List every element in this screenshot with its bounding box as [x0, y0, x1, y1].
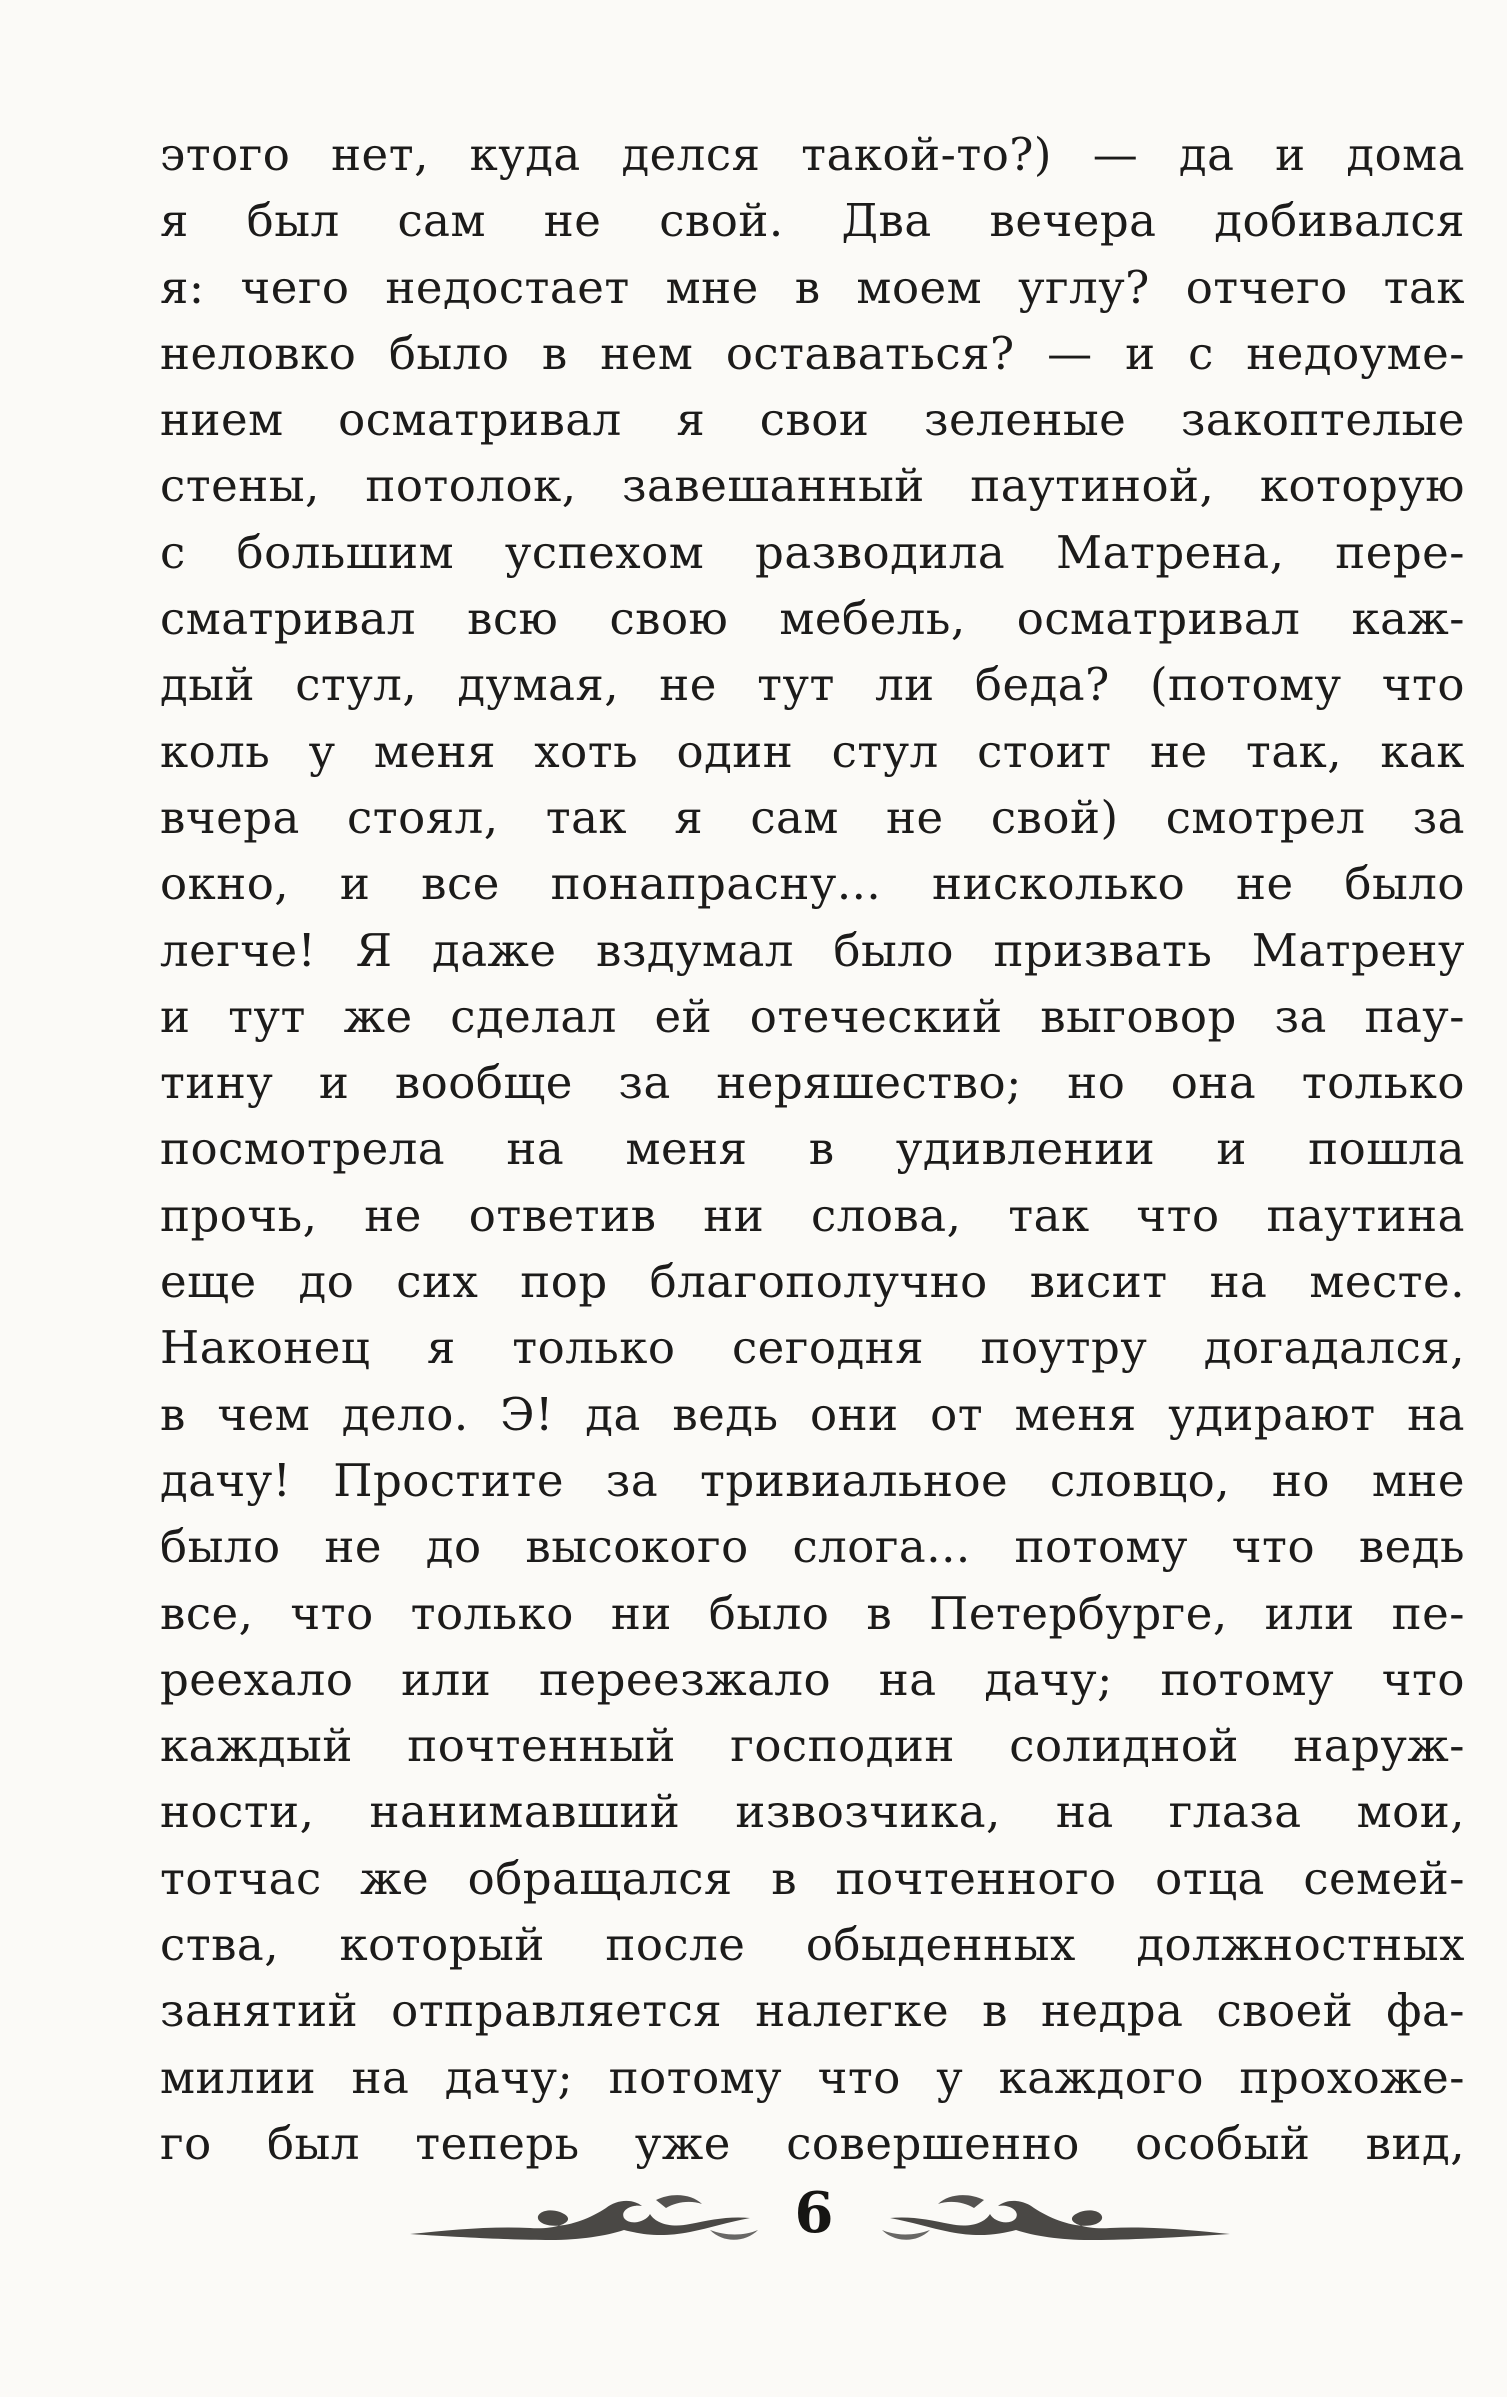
text-line: все, что только ни было в Петербурге, или пе- — [160, 1586, 1465, 1640]
text-line: ства, который после обыденных должностных — [160, 1918, 1465, 1972]
left-flourish-icon — [410, 2190, 770, 2250]
text-line: занятий отправляется налегке в недра своей фа- — [160, 1984, 1465, 2038]
text-line: еще до сих пор благополучно висит на месте. — [160, 1255, 1465, 1309]
text-line: ности, нанимавший извозчика, на глаза мои, — [160, 1785, 1465, 1839]
text-line: реехало или переезжало на дачу; потому что — [160, 1652, 1465, 1706]
text-line: стены, потолок, завешанный паутиной, которую — [160, 459, 1465, 513]
text-line: с большим успехом разводила Матрена, пере- — [160, 525, 1465, 579]
page-footer — [0, 2170, 1507, 2260]
text-line: тину и вообще за неряшество; но она только — [160, 1056, 1465, 1110]
text-line: окно, и все понапрасну... нисколько не было — [160, 857, 1465, 911]
text-line: каждый почтенный господин солидной наруж- — [160, 1719, 1465, 1773]
text-line: тотчас же обращался в почтенного отца семей- — [160, 1851, 1465, 1905]
text-line: милии на дачу; потому что у каждого прохоже- — [160, 2050, 1465, 2104]
body-text — [160, 122, 1465, 2177]
text-line: вчера стоял, так я сам не свой) смотрел за — [160, 790, 1465, 844]
text-line: дачу! Простите за тривиальное словцо, но мне — [160, 1453, 1465, 1507]
text-line: я был сам не свой. Два вечера добивался — [160, 194, 1465, 248]
page-number: 6 — [794, 2180, 834, 2246]
text-line: нием осматривал я свои зеленые закоптелые — [160, 393, 1465, 447]
text-line: я: чего недостает мне в моем углу? отчего так — [160, 260, 1465, 314]
text-line: коль у меня хоть один стул стоит не так, как — [160, 724, 1465, 778]
text-line: посмотрела на меня в удивлении и пошла — [160, 1122, 1465, 1176]
text-line: было не до высокого слога... потому что ведь — [160, 1520, 1465, 1574]
text-line: сматривал всю свою мебель, осматривал каж- — [160, 592, 1465, 646]
text-line: и тут же сделал ей отеческий выговор за пау- — [160, 989, 1465, 1043]
text-line: легче! Я даже вздумал было призвать Матрену — [160, 923, 1465, 977]
text-line: го был теперь уже совершенно особый вид, — [160, 2116, 1465, 2170]
right-flourish-icon — [870, 2190, 1230, 2250]
text-line: в чем дело. Э! да ведь они от меня удирают на — [160, 1387, 1465, 1441]
text-line: Наконец я только сегодня поутру догадался, — [160, 1321, 1465, 1375]
text-line: дый стул, думая, не тут ли беда? (потому что — [160, 658, 1465, 712]
text-line: прочь, не ответив ни слова, так что паутина — [160, 1188, 1465, 1242]
text-line: неловко было в нем оставаться? — и с недоуме- — [160, 326, 1465, 380]
text-line: этого нет, куда делся такой-то?) — да и дома — [160, 128, 1465, 181]
